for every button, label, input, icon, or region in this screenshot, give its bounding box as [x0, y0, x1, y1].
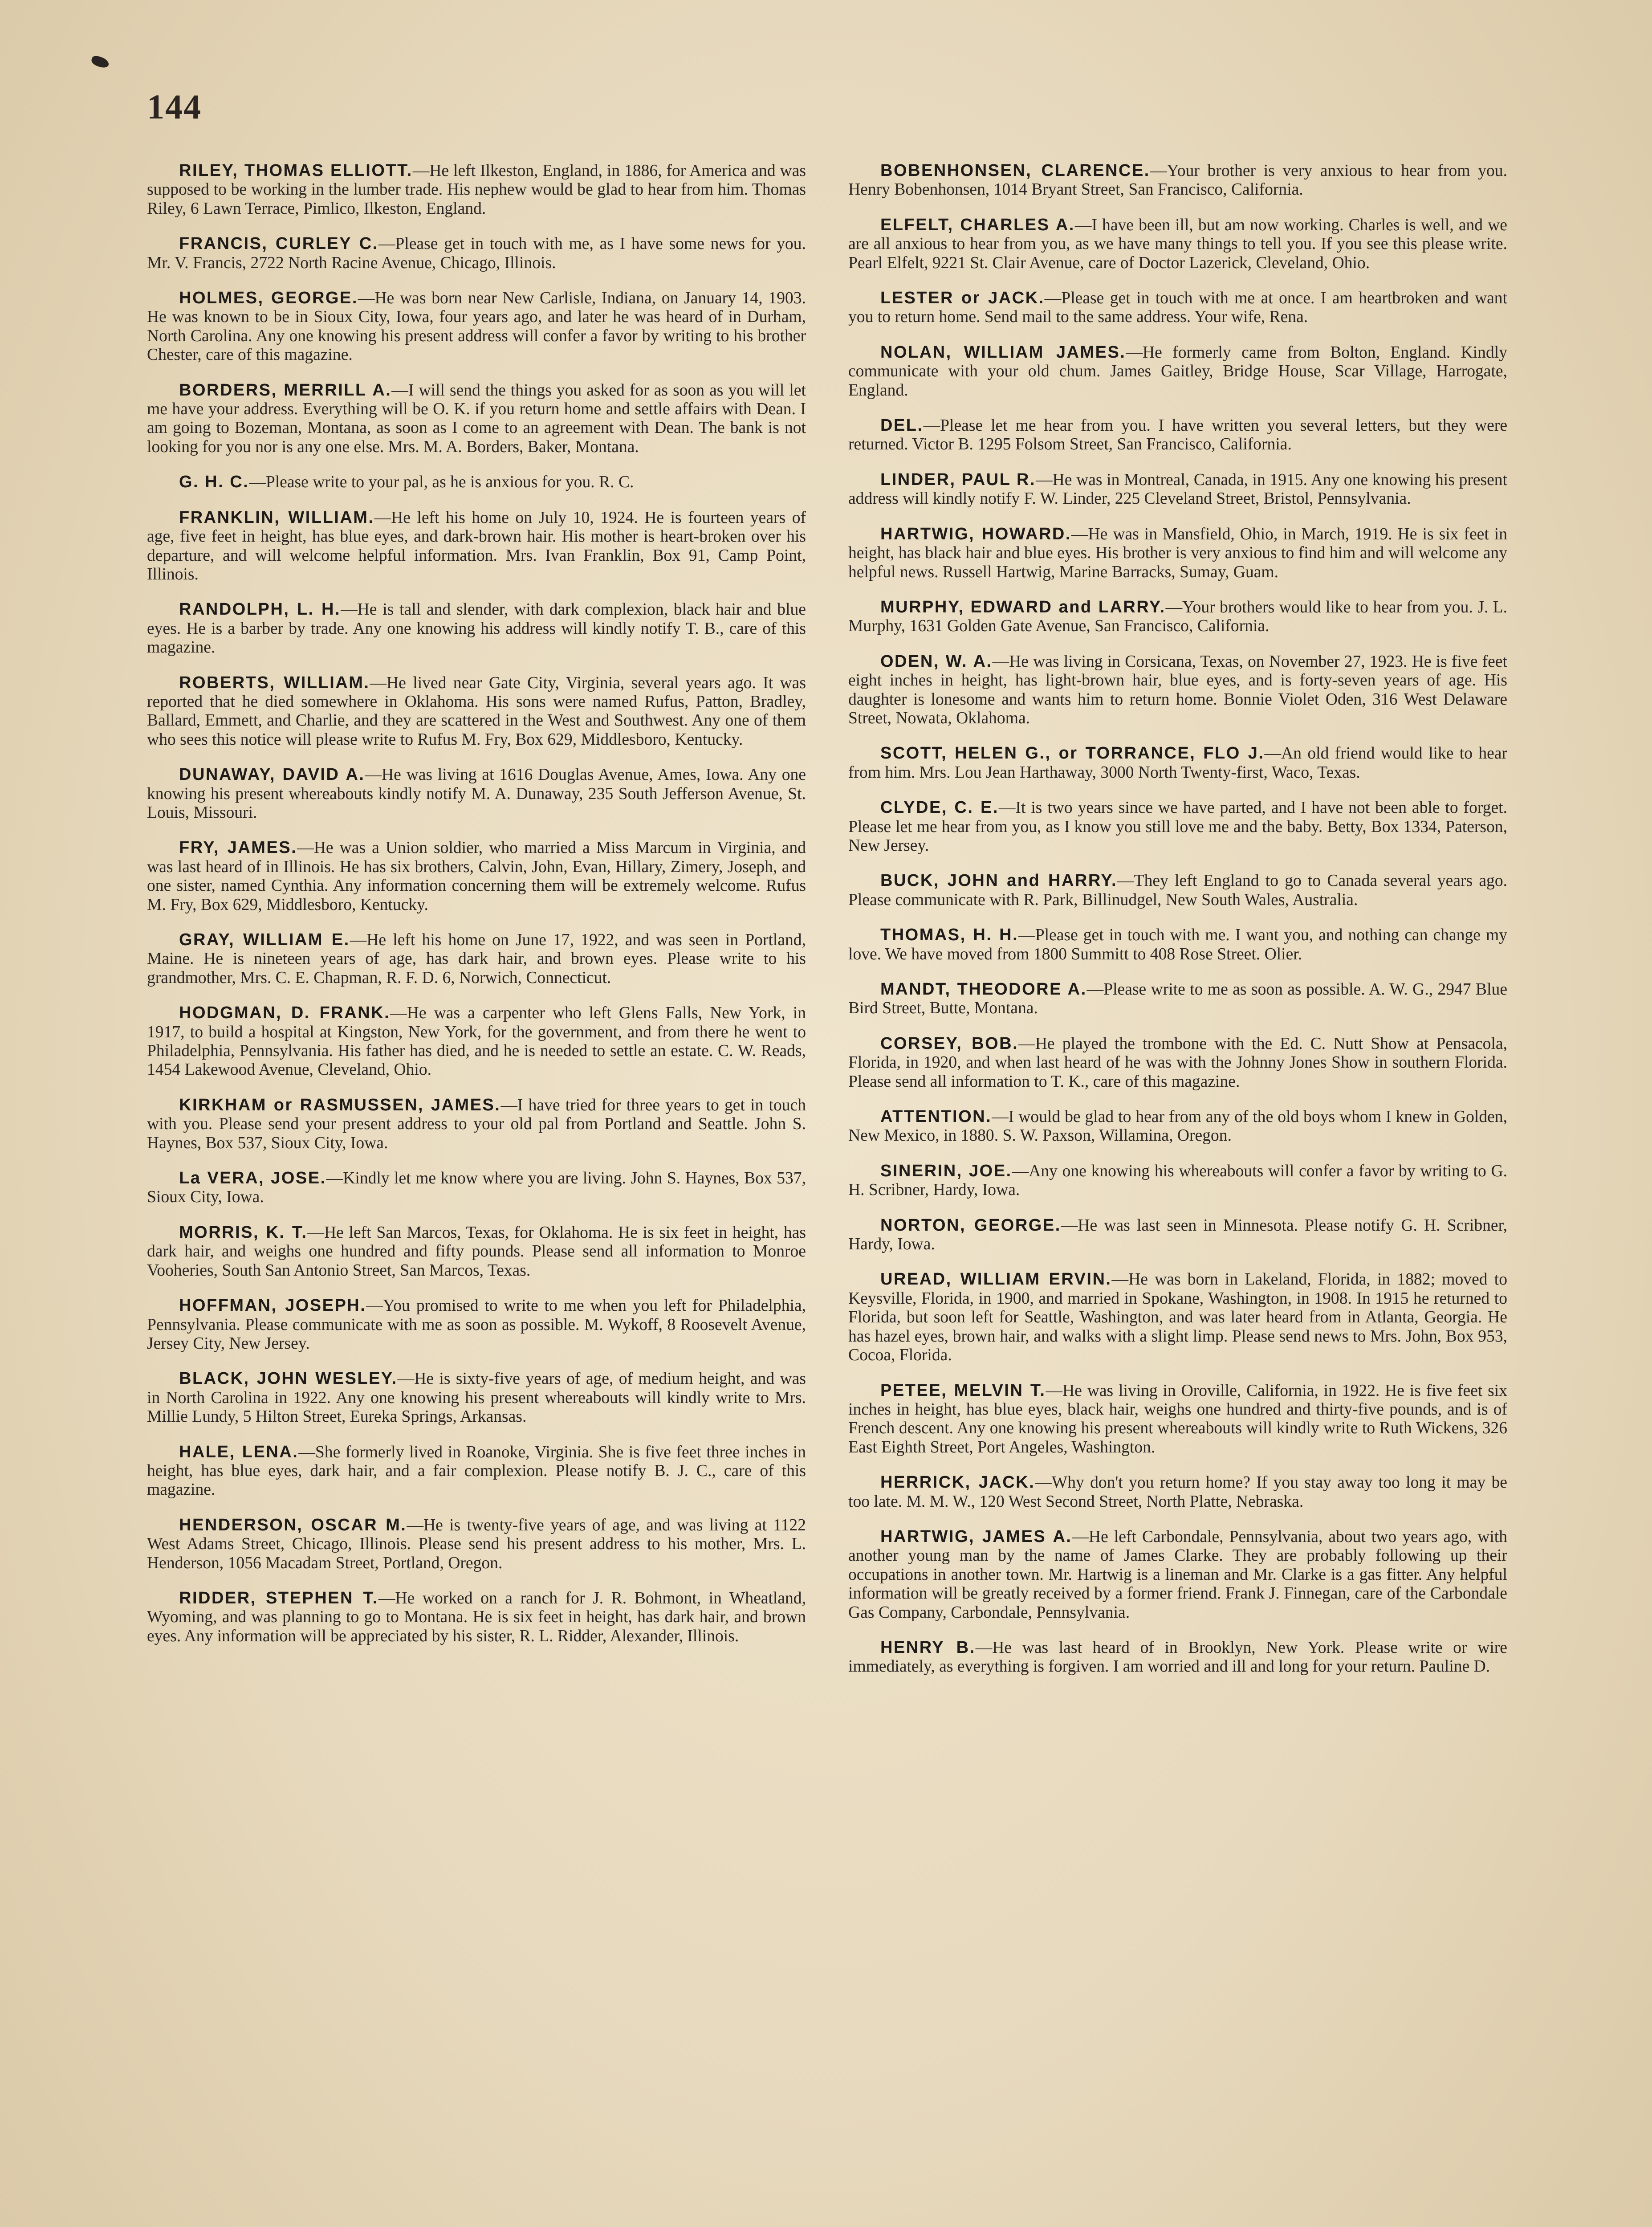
- notice-name: HENRY B.: [880, 1638, 976, 1657]
- notice-name: LESTER or JACK.: [880, 289, 1045, 308]
- notice-name: La VERA, JOSE.: [179, 1169, 326, 1188]
- notice-body: —Please get in touch with me. I want you, and nothing can change my love. We have moved from 1800 Summitt to 408 Rose Street. Olier.: [848, 926, 1507, 963]
- notice-name: HARTWIG, HOWARD.: [880, 524, 1071, 543]
- notice-name: RIDDER, STEPHEN T.: [179, 1588, 378, 1607]
- notice-body: —He is twenty-five years of age, and was living at 1122 West Adams Street, Chicago, Illinois. Please send his present address to his mother, Mrs. L. Henderson, 1056 Macadam Street, Portland, Oregon.: [147, 1516, 806, 1572]
- personal-notice: [848, 1216, 1507, 1254]
- notice-body: —He was living in Oroville, California, in 1922. He is five feet six inches in height, has blue eyes, black hair, weighs one hundred and thirty-five pounds, and is of French descent. Any one knowing his present whereabouts will kindly write to Ruth Wickens, 326 East Eighth Street, Port Angeles, Washington.: [848, 1381, 1507, 1456]
- notice-body: —He left his home on July 10, 1924. He is fourteen years of age, five feet in height, has blue eyes, and dark-brown hair. His mother is heart-broken over his departure, and will welcome helpful information. Mrs. Ivan Franklin, Box 91, Camp Point, Illinois.: [147, 508, 806, 583]
- notice-body: —He left San Marcos, Texas, for Oklahoma. He is six feet in height, has dark hair, and weighs one hundred and fifty pounds. Please send all information to Monroe Vooheries, South San Antonio Street, San Marcos, Texas.: [147, 1223, 806, 1280]
- notice-name: SINERIN, JOE.: [880, 1161, 1012, 1180]
- notice-name: ODEN, W. A.: [880, 652, 993, 671]
- notice-body: —You promised to write to me when you left for Philadelphia, Pennsylvania. Please communicate with me as soon as possible. M. Wykoff, 8 Roosevelt Avenue, Jersey City, New Jersey.: [147, 1297, 806, 1353]
- personal-notice: [848, 1107, 1507, 1146]
- personal-notice: [848, 216, 1507, 273]
- personal-notice: [848, 926, 1507, 964]
- notice-body: —Please write to me as soon as possible. A. W. G., 2947 Blue Bird Street, Butte, Montana.: [848, 980, 1507, 1018]
- notice-body: —Please get in touch with me, as I have some news for you. Mr. V. Francis, 2722 North Racine Avenue, Chicago, Illinois.: [147, 235, 806, 272]
- personal-notice: [848, 652, 1507, 728]
- notice-body: —He was living in Corsicana, Texas, on November 27, 1923. He is five feet eight inches in height, has light-brown hair, blue eyes, and is forty-seven years of age. His daughter is lonesome and wants him to return home. Bonnie Violet Oden, 316 West Delaware Street, Nowata, Oklahoma.: [848, 652, 1507, 727]
- notice-name: PETEE, MELVIN T.: [880, 1381, 1046, 1400]
- personal-notice: [147, 765, 806, 822]
- personal-notice: [848, 1162, 1507, 1200]
- notice-body: —He was born near New Carlisle, Indiana, on January 14, 1903. He was known to be in Sioux City, Iowa, four years ago, and later he was heard of in Durham, North Carolina. Any one knowing his present address will confer a favor by writing to his brother Chester, care of this magazine.: [147, 289, 806, 364]
- notice-name: CORSEY, BOB.: [880, 1034, 1019, 1053]
- personal-notice: [147, 473, 806, 492]
- notice-body: —Your brothers would like to hear from you. J. L. Murphy, 1631 Golden Gate Avenue, San Francisco, California.: [848, 598, 1507, 636]
- personal-notice: [848, 1638, 1507, 1676]
- notice-name: FRANCIS, CURLEY C.: [179, 234, 378, 253]
- personal-notice: [848, 161, 1507, 200]
- personal-notice: [848, 1527, 1507, 1622]
- personal-notice: [147, 234, 806, 273]
- personal-notice: [147, 1169, 806, 1207]
- notice-body: —He played the trombone with the Ed. C. Nutt Show at Pensacola, Florida, in 1920, and when last heard of he was with the Johnny Jones Show in southern Florida. Please send all information to T. K., care of this magazine.: [848, 1034, 1507, 1091]
- notice-body: —I have tried for three years to get in touch with you. Please send your present address to your old pal from Portland and Seattle. John S. Haynes, Box 537, Sioux City, Iowa.: [147, 1096, 806, 1152]
- left-column: [147, 161, 806, 2227]
- notice-body: —He is sixty-five years of age, of medium height, and was in North Carolina in 1922. Any one knowing his present whereabouts will kindly write to Mrs. Millie Lundy, 5 Hilton Street, Eureka Springs, Arkansas.: [147, 1370, 806, 1426]
- personal-notice: [147, 673, 806, 750]
- notice-body: —He worked on a ranch for J. R. Bohmont, in Wheatland, Wyoming, and was planning to go to Montana. He is six feet in height, has dark hair, and brown eyes. Any information will be appreciated by his sister, R. L. Ridder, Alexander, Illinois.: [147, 1589, 806, 1645]
- notice-name: FRY, JAMES.: [179, 838, 297, 857]
- notice-body: —He left Carbondale, Pennsylvania, about two years ago, with another young man by the name of James Clarke. They are probably following up their occupations in another town. Mr. Hartwig is a lineman and Mr. Clarke is a gas fitter. Any helpful information will be greatly received by a former friend. Frank J. Finnegan, care of the Carbondale Gas Company, Carbondale, Pennsylvania.: [848, 1527, 1507, 1622]
- personal-notice: [147, 1369, 806, 1426]
- notice-body: —He is tall and slender, with dark complexion, black hair and blue eyes. He is a barber by trade. Any one knowing his address will kindly notify T. B., care of this magazine.: [147, 600, 806, 657]
- notice-name: UREAD, WILLIAM ERVIN.: [880, 1270, 1112, 1289]
- personal-notice: [848, 871, 1507, 910]
- personal-notice: [147, 600, 806, 657]
- notice-body: —I will send the things you asked for as soon as you will let me have your address. Everything will be O. K. if you return home and settle affairs with Dean. I am going to Bozeman, Montana, as soon as I come to an agreement with Dean. The bank is not looking for you nor is any one else. Mrs. M. A. Borders, Baker, Montana.: [147, 381, 806, 456]
- notice-name: THOMAS, H. H.: [880, 926, 1019, 945]
- notice-body: —Why don't you return home? If you stay away too long it may be too late. M. M. W., 120 West Second Street, North Platte, Nebraska.: [848, 1473, 1507, 1511]
- notice-name: SCOTT, HELEN G., or TORRANCE, FLO J.: [880, 744, 1265, 763]
- notice-body: —He was last seen in Minnesota. Please notify G. H. Scribner, Hardy, Iowa.: [848, 1216, 1507, 1254]
- notice-body: —I have been ill, but am now working. Charles is well, and we are all anxious to hear from you, as we have many things to tell you. If you see this please write. Pearl Elfelt, 9221 St. Clair Avenue, care of Doctor Lazerick, Cleveland, Ohio.: [848, 216, 1507, 272]
- personal-notice: [848, 470, 1507, 509]
- personal-notice: [848, 598, 1507, 636]
- personal-notice: [848, 416, 1507, 454]
- personal-notice: [147, 1443, 806, 1500]
- notice-name: DEL.: [880, 416, 924, 435]
- personal-notice: [147, 1096, 806, 1153]
- notice-body: —Your brother is very anxious to hear from you. Henry Bobenhonsen, 1014 Bryant Street, San Francisco, California.: [848, 162, 1507, 199]
- notice-name: CLYDE, C. E.: [880, 798, 999, 817]
- notice-name: DUNAWAY, DAVID A.: [179, 765, 365, 784]
- personal-notice: [147, 289, 806, 365]
- personal-notice: [147, 1296, 806, 1353]
- notice-body: —It is two years since we have parted, and I have not been able to forget. Please let me hear from you, as I know you still love me and the baby. Betty, Box 1334, Paterson, New Jersey.: [848, 799, 1507, 855]
- personal-notice: [848, 343, 1507, 400]
- notice-name: RILEY, THOMAS ELLIOTT.: [179, 161, 413, 180]
- notice-name: HARTWIG, JAMES A.: [880, 1527, 1072, 1546]
- notice-body: —He was living at 1616 Douglas Avenue, Ames, Iowa. Any one knowing his present whereabouts kindly notify M. A. Dunaway, 235 South Jefferson Avenue, St. Louis, Missouri.: [147, 766, 806, 822]
- notice-name: MURPHY, EDWARD and LARRY.: [880, 597, 1166, 616]
- notice-body: —He formerly came from Bolton, England. Kindly communicate with your old chum. James Gaitley, Bridge House, Scar Village, Harrogate, England.: [848, 343, 1507, 400]
- notice-name: MANDT, THEODORE A.: [880, 980, 1087, 999]
- personal-notice: [848, 1381, 1507, 1457]
- notice-body: —He was in Montreal, Canada, in 1915. Any one knowing his present address will kindly notify F. W. Linder, 225 Cleveland Street, Bristol, Pennsylvania.: [848, 470, 1507, 508]
- notice-name: HOFFMAN, JOSEPH.: [179, 1296, 366, 1315]
- personal-notice: [848, 980, 1507, 1018]
- notice-body: —He was in Mansfield, Ohio, in March, 1919. He is six feet in height, has black hair and blue eyes. His brother is very anxious to find him and will welcome any helpful news. Russell Hartwig, Marine Barracks, Sumay, Guam.: [848, 525, 1507, 581]
- personal-notice: [147, 508, 806, 584]
- notice-body: —He was born in Lakeland, Florida, in 1882; moved to Keysville, Florida, in 1900, and married in Spokane, Washington, in 1908. In 1915 he returned to Florida, but soon left for Seattle, Washington, and was later heard from in Atlanta, Georgia. He has hazel eyes, brown hair, and walks with a slight limp. Please send news to Mrs. John, Box 953, Cocoa, Florida.: [848, 1270, 1507, 1365]
- notice-name: KIRKHAM or RASMUSSEN, JAMES.: [179, 1095, 501, 1114]
- personal-notice: [848, 1270, 1507, 1365]
- notice-body: —He left Ilkeston, England, in 1886, for America and was supposed to be working in the lumber trade. His nephew would be glad to hear from him. Thomas Riley, 6 Lawn Terrace, Pimlico, Ilkeston, England.: [147, 162, 806, 218]
- notice-body: —Kindly let me know where you are living. John S. Haynes, Box 537, Sioux City, Iowa.: [147, 1169, 806, 1207]
- notice-name: NOLAN, WILLIAM JAMES.: [880, 343, 1126, 362]
- notice-name: LINDER, PAUL R.: [880, 470, 1036, 489]
- personal-notice: [147, 838, 806, 914]
- page-number: 144: [147, 87, 202, 126]
- notice-name: HERRICK, JACK.: [880, 1473, 1035, 1492]
- personal-notice: [848, 1473, 1507, 1511]
- personal-notice: [147, 381, 806, 457]
- personal-notice: [848, 744, 1507, 782]
- personal-notice: [147, 1223, 806, 1280]
- notice-body: —Please get in touch with me at once. I am heartbroken and want you to return home. Send mail to the same address. Your wife, Rena.: [848, 289, 1507, 326]
- personal-notice: [147, 161, 806, 218]
- personal-notice: [147, 1003, 806, 1080]
- notice-body: —Please let me hear from you. I have written you several letters, but they were returned. Victor B. 1295 Folsom Street, San Francisco, California.: [848, 416, 1507, 454]
- notice-body: —He was a carpenter who left Glens Falls, New York, in 1917, to build a hospital at Kingston, New York, for the government, and from there he went to Philadelphia, Pennsylvania. His father has died, and he is needed to settle an estate. C. W. Reads, 1454 Lakewood Avenue, Cleveland, Ohio.: [147, 1004, 806, 1079]
- notice-body: —She formerly lived in Roanoke, Virginia. She is five feet three inches in height, has blue eyes, dark hair, and a fair complexion. Please notify B. J. C., care of this magazine.: [147, 1443, 806, 1499]
- notice-body: —I would be glad to hear from any of the old boys whom I knew in Golden, New Mexico, in 1880. S. W. Paxson, Willamina, Oregon.: [848, 1108, 1507, 1145]
- notice-name: NORTON, GEORGE.: [880, 1215, 1061, 1235]
- notice-name: G. H. C.: [179, 473, 249, 492]
- ink-blot: [90, 54, 110, 69]
- notice-name: HENDERSON, OSCAR M.: [179, 1515, 407, 1534]
- notice-name: ATTENTION.: [880, 1107, 992, 1126]
- notice-name: GRAY, WILLIAM E.: [179, 930, 350, 949]
- personal-notice: [848, 525, 1507, 582]
- notice-body: —Please write to your pal, as he is anxious for you. R. C.: [249, 473, 634, 492]
- notice-name: ELFELT, CHARLES A.: [880, 215, 1075, 234]
- personal-notice: [147, 1589, 806, 1646]
- notice-name: ROBERTS, WILLIAM.: [179, 673, 370, 692]
- notice-name: BORDERS, MERRILL A.: [179, 380, 392, 400]
- notice-name: BLACK, JOHN WESLEY.: [179, 1369, 398, 1388]
- notice-name: FRANKLIN, WILLIAM.: [179, 508, 374, 527]
- right-column: [848, 161, 1507, 2227]
- personal-notice: [147, 1516, 806, 1573]
- notice-name: BOBENHONSEN, CLARENCE.: [880, 161, 1150, 180]
- notice-name: BUCK, JOHN and HARRY.: [880, 871, 1118, 890]
- personal-notice: [848, 289, 1507, 327]
- notice-name: HALE, LENA.: [179, 1442, 299, 1461]
- notice-body: —An old friend would like to hear from him. Mrs. Lou Jean Harthaway, 3000 North Twenty-first, Waco, Texas.: [848, 744, 1507, 782]
- notice-body: —He lived near Gate City, Virginia, several years ago. It was reported that he died somewhere in Oklahoma. His sons were named Rufus, Patton, Bradley, Ballard, Emmett, and Charlie, and they are scattered in the West and Southwest. Any one of them who sees this notice will please write to Rufus M. Fry, Box 629, Middlesboro, Kentucky.: [147, 673, 806, 749]
- notice-body: —He was a Union soldier, who married a Miss Marcum in Virginia, and was last heard of in Illinois. He has six brothers, Calvin, John, Evan, Hillary, Zimery, Joseph, and one sister, named Cynthia. Any information concerning them will be extremely welcome. Rufus M. Fry, Box 629, Middlesboro, Kentucky.: [147, 839, 806, 914]
- personal-notice: [848, 1034, 1507, 1091]
- personal-notice: [147, 930, 806, 987]
- notice-body: —He left his home on June 17, 1922, and was seen in Portland, Maine. He is nineteen years of age, has dark hair, and brown eyes. Please write to his grandmother, Mrs. C. E. Chapman, R. F. D. 6, Norwich, Connecticut.: [147, 931, 806, 987]
- notice-body: —Any one knowing his whereabouts will confer a favor by writing to G. H. Scribner, Hardy, Iowa.: [848, 1162, 1507, 1199]
- notice-name: MORRIS, K. T.: [179, 1223, 308, 1242]
- personal-notice: [848, 798, 1507, 855]
- notice-body: —He was last heard of in Brooklyn, New York. Please write or wire immediately, as everything is forgiven. I am worried and ill and long for your return. Pauline D.: [848, 1638, 1507, 1676]
- notice-name: HOLMES, GEORGE.: [179, 289, 358, 308]
- notice-name: HODGMAN, D. FRANK.: [179, 1003, 391, 1023]
- notice-name: RANDOLPH, L. H.: [179, 600, 341, 619]
- notice-body: —They left England to go to Canada several years ago. Please communicate with R. Park, Billinudgel, New South Wales, Australia.: [848, 872, 1507, 909]
